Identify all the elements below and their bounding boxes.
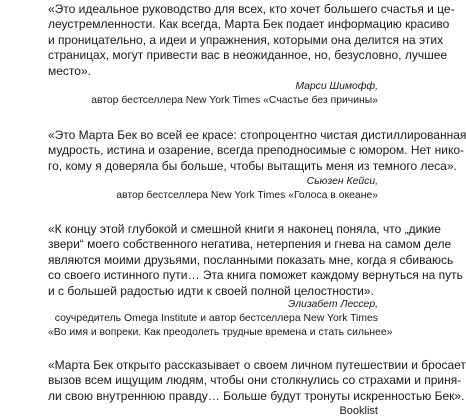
- quote-line: «Это идеальное руководство для всех, кто хочет большего счастья и це-: [48, 2, 455, 16]
- quote-line: со своего истинного пути… Эта книга поможет каждому вернуться на путь: [48, 268, 463, 283]
- quote-line: страницах, могут привести вас в неожиданное, но, безусловно, лучшее: [48, 48, 448, 63]
- quote-line: «К концу этой глубокой и смешной книги я наконец поняла, что „дикие: [48, 222, 441, 236]
- quote-line: и проницательно, а идеи и упражнения, которыми она делится на этих: [48, 32, 444, 47]
- quote-line: звери“ моего собственного негатива, нетерпения и гнева на самом деле: [48, 237, 452, 252]
- quote-line: и с большей радостью идти к своей полной целостности».: [48, 283, 374, 298]
- author-name: Элизабет Лессер,: [287, 299, 378, 310]
- quote-line: «Марта Бек открыто рассказывает о своем личном путешествии и бросает: [48, 358, 466, 372]
- author-role: соучредитель Omega Institute и автор бестселлера New York Times: [54, 313, 378, 324]
- quote-line: «Это Марта Бек во всей ее красе: стопроцентно чистая дистиллированная: [48, 128, 466, 142]
- author-role: автор бестселлера New York Times «Голоса в океане»: [116, 190, 378, 201]
- quote-line: являются моими друзьями, посланными показать мне, когда я сбиваюсь: [48, 252, 454, 267]
- quote-line: место».: [48, 63, 91, 78]
- quote-text: [48, 222, 463, 299]
- source-name: Booklist: [339, 405, 378, 417]
- quote-text: [48, 2, 455, 79]
- author-role: «Во имя и вопреки. Как преодолеть трудные времена и стать сильнее»: [48, 327, 393, 338]
- quote-line: мудрость, истина и озарение, всегда преподносимые с юмором. Нет нико-: [48, 143, 465, 158]
- quote-line: леустремленности. Как всегда, Марта Бек подает информацию красиво: [48, 17, 450, 32]
- quote-text: [48, 358, 466, 404]
- quote-attribution: [48, 80, 378, 108]
- quote-attribution: [48, 298, 393, 340]
- quote-line: вызов всем ищущим людям, чтобы они столкнулись со страхами и приня-: [48, 373, 462, 388]
- quote-text: [48, 128, 466, 174]
- author-name: Сьюзен Кейси,: [306, 176, 378, 187]
- author-role: автор бестселлера New York Times «Счастье без причины»: [91, 95, 378, 106]
- author-name: Марси Шимофф,: [295, 81, 378, 92]
- quote-attribution: [48, 175, 378, 203]
- quote-line: ли свою внутреннюю правду… Больше будут тронуты искренностью Бек».: [48, 388, 465, 403]
- quote-line: го, кому я доверяла бы больше, чтобы вытащить меня из темного леса».: [48, 158, 457, 173]
- quote-attribution: [48, 404, 378, 418]
